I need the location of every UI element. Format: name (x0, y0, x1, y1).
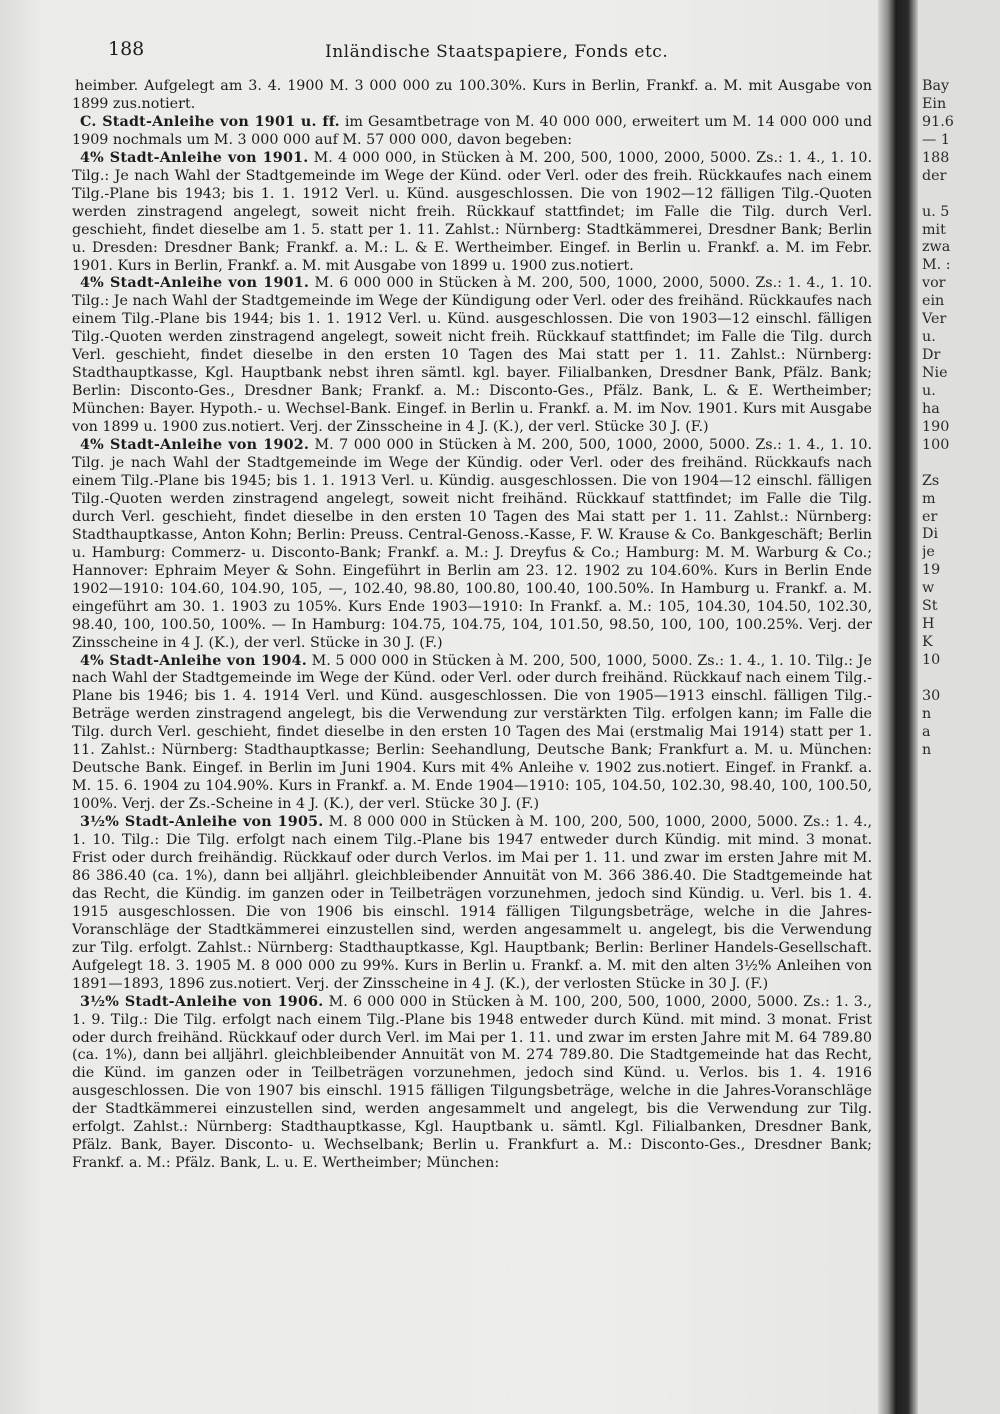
section-heading: 4% Stadt-Anleihe von 1901. (80, 275, 310, 292)
page-number: 188 (108, 38, 145, 60)
paragraph-text: M. 6 000 000 in Stücken à M. 200, 500, 1000, 2000, 5000. Zs.: 1. 4., 1. 10. Tilg.: Je nach Wahl der Stadtgemeinde im Wege der Kündigung oder Verl. oder des freihänd. Rückkaufes nach einem Tilg.-Plane bis 1944; bis 1. 1. 1912 Verl. u. Künd. ausgeschlossen. Die von 1903—12 einschl. fälligen Tilg.-Quoten werden zinstragend angelegt, soweit nicht freih. Rückkauf stattfindet; im Falle die Tilg. durch Verl. geschieht, findet dieselbe in den ersten 10 Tagen des Mai statt per 1. 11. Zahlst.: Nürnberg: Stadthauptkasse, Kgl. Hauptbank nebst ihren sämtl. kgl. bayer. Filialbanken, Dresdner Bank, Pfälz. Bank; Berlin: Disconto-Ges., Dresdner Bank; Frankf. a. M.: Disconto-Ges., Pfälz. Bank, L. & E. Wertheimber; München: Bayer. Hypoth.- u. Wechsel-Bank. Eingef. in Berlin u. Frankf. a. M. im Nov. 1901. Kurs mit Ausgabe von 1899 u. 1900 zus.notiert. Verj. der Zinsscheine in 4 J. (K.), der verl. Stücke 30 J. (F.) (72, 275, 872, 436)
facing-page-fragment: a (922, 723, 931, 740)
facing-page-fragment: zwa (922, 239, 951, 256)
paragraph-4pct-1902 (72, 437, 872, 652)
paragraph-text: M. 4 000 000, in Stücken à M. 200, 500, 1000, 2000, 5000. Zs.: 1. 4., 1. 10. Tilg.: Je nach Wahl der Stadtgemeinde im Wege der Künd. oder Verl. oder des freih. Rückkaufes nach einem Tilg.-Plane bis 1943; bis 1. 1. 1912 Verl. u. Künd. ausgeschlossen. Die von 1902—12 fälligen Tilg.-Quoten werden zinstragend angelegt, soweit nicht freih. Rückkauf stattfindet; im Falle die Tilg. durch Verl. geschieht, findet dieselbe am 1. 5. statt per 1. 11. Zahlst.: Nürnberg: Stadtkämmerei, Dresdner Bank; Berlin u. Dresden: Dresdner Bank; Frankf. a. M.: L. & E. Wertheimber. Eingef. in Berlin u. Frankf. a. M. im Febr. 1901. Kurs in Berlin, Frankf. a. M. mit Ausgabe von 1899 u. 1900 zus.notiert. (72, 149, 872, 274)
page-body (72, 78, 872, 1173)
paragraph-stadt-anleihe-1901-ff (72, 114, 872, 150)
running-title: Inländische Staatspapiere, Fonds etc. (325, 42, 669, 62)
facing-page-fragment (922, 670, 1000, 688)
section-heading: C. Stadt-Anleihe von 1901 u. ff. (80, 113, 340, 130)
facing-page-fragment: Dr (922, 347, 941, 364)
facing-page-fragment: u. (922, 382, 936, 399)
facing-page-fragment: — 1 (922, 131, 950, 148)
facing-page-fragment: 190 (922, 418, 950, 435)
facing-page-fragment: ein (922, 293, 945, 310)
paragraph-text: M. 7 000 000 in Stücken à M. 200, 500, 1000, 2000, 5000. Zs.: 1. 4., 1. 10. Tilg. je nach Wahl der Stadtgemeinde im Wege der Kündig. oder Verl. oder des freihänd. Rückkaufs nach einem Tilg.-Plane bis 1945; bis 1. 1. 1913 Verl. u. Kündig. ausgeschlossen. Die von 1904—12 einschl. fälligen Tilg.-Quoten werden zinstragend angelegt, soweit nicht freihänd. Rückkauf stattfindet; im Falle die Tilg. durch Verl. geschieht, findet dieselbe in den ersten 10 Tagen des Mai statt per 1. 11. Zahlst.: Nürnberg: Stadthauptkasse, Anton Kohn; Berlin: Preuss. Central-Genoss.-Kasse, F. W. Krause & Co. Bankgeschäft; Berlin u. Hamburg: Commerz- u. Disconto-Bank; Frankf. a. M.: J. Dreyfus & Co.; Hamburg: M. M. Warburg & Co.; Hannover: Ephraim Meyer & Sohn. Eingeführt in Berlin am 23. 12. 1902 zu 104.60%. Kurs in Berlin Ende 1902—1910: 104.60, 104.90, 105, —, 102.40, 98.80, 100.80, 100.40, 100.50%. In Hamburg u. Frankf. a. M. eingeführt am 30. 1. 1903 zu 105%. Kurs Ende 1903—1910: In Frankf. a. M.: 105, 104.30, 104.50, 102.30, 98.40, 100, 100.50, 100%. — In Hamburg: 104.75, 104.75, 104, 101.50, 98.50, 100, 100, 100.25%. Verj. der Zinsscheine in 4 J. (K.), der verl. Stücke in 30 J. (F.) (72, 437, 872, 651)
facing-page-fragment: Zs (922, 472, 940, 489)
facing-page-fragment: Bay (922, 78, 950, 94)
facing-page-fragment: Ver (922, 311, 947, 328)
paragraph-text: M. 6 000 000 in Stücken à M. 100, 200, 500, 1000, 2000, 5000. Zs.: 1. 3., 1. 9. Tilg.: Die Tilg. erfolgt nach einem Tilg.-Plane bis 1948 entweder durch Künd. mit mind. 3 monat. Frist oder durch freihänd. Rückkauf oder durch Verl. im Mai per 1. 11. und zwar im ersten Jahre mit M. 64 789.80 (ca. 1%), dann bei alljährl. gleichbleibender Annuität von M. 274 789.80. Die Stadtgemeinde hat das Recht, die Künd. im ganzen oder in Teilbeträgen vorzunehmen, jedoch sind Künd. u. Verlos. bis 1. 4. 1916 ausgeschlossen. Die von 1907 bis einschl. 1915 fälligen Tilgungsbeträge, welche in die Jahres-Voranschläge der Stadtkämmerei einzustellen sind, werden angesammelt und angelegt, bis die Verwendung zur Tilg. erfolgt. Zahlst.: Nürnberg: Stadthauptkasse, Kgl. Hauptbank u. sämtl. Kgl. Filialbanken, Dresdner Bank, Pfälz. Bank, Bayer. Disconto- u. Wechselbank; Berlin u. Frankfurt a. M.: Disconto-Ges., Dresdner Bank; Frankf. a. M.: Pfälz. Bank, L. u. E. Wertheimber; München: (72, 993, 872, 1172)
paragraph-text: M. 5 000 000 in Stücken à M. 200, 500, 1000, 5000. Zs.: 1. 4., 1. 10. Tilg.: Je nach Wahl der Stadtgemeinde im Wege der Künd. oder Verl. oder durch freihänd. Rückkauf nach einem Tilg.-Plane bis 1946; bis 1. 4. 1914 Verl. und Künd. ausgeschlossen. Die von 1905—1913 einschl. fälligen Tilg.-Beträge werden zinstragend angelegt, bis die Verwendung zur verstärkten Tilg. erfolgen kann; im Falle die Tilg. durch Verl. geschieht, findet dieselbe in den ersten 10 Tagen des Mai (erstmalig Mai 1914) statt per 1. 11. Zahlst.: Nürnberg: Stadthauptkasse; Berlin: Seehandlung, Deutsche Bank; Frankfurt a. M. u. München: Deutsche Bank. Eingef. in Berlin im Juni 1904. Kurs mit 4% Anleihe v. 1902 zus.notiert. Eingef. in Frankf. a. M. 15. 6. 1904 zu 104.90%. Kurs in Frankf. a. M. Ende 1904—1910: 105, 104.50, 102.30, 98.40, 100, 100.50, 100%. Verj. der Zs.-Scheine in 4 J. (K.), der verl. Stücke 30 J. (F.) (72, 652, 872, 813)
facing-page-text (922, 78, 1000, 760)
facing-page-fragment: 30 (922, 687, 941, 704)
paragraph-text: M. 8 000 000 in Stücken à M. 100, 200, 500, 1000, 2000, 5000. Zs.: 1. 4., 1. 10. Tilg.: Die Tilg. erfolgt nach einem Tilg.-Plane bis 1947 entweder durch Kündig. mit mind. 3 monat. Frist oder durch freihändig. Rückkauf oder durch Verlos. im Mai per 1. 11. und zwar im ersten Jahre mit M. 86 386.40 (ca. 1%), dann bei alljährl. gleichbleibender Annuität von M. 366 386.40. Die Stadtgemeinde hat das Recht, die Kündig. im ganzen oder in Teilbeträgen vorzunehmen, jedoch sind Kündig. u. Verl. bis 1. 4. 1915 ausgeschlossen. Die von 1906 bis einschl. 1914 fälligen Tilgungsbeträge, welche in die Jahres-Voranschläge der Stadtkämmerei einzustellen sind, werden angesammelt u. angelegt, bis die Verwendung zur Tilg. erfolgt. Zahlst.: Nürnberg: Stadthauptkasse, Kgl. Hauptbank; Berlin: Berliner Handels-Gesellschaft. Aufgelegt 18. 3. 1905 M. 8 000 000 zu 99%. Kurs in Berlin u. Frankf. a. M. mit den alten 3½% Anleihen von 1891—1893, 1896 zus.notiert. Verj. der Zinsscheine in 4 J. (K.), der verlosten Stücke in 30 J. (F.) (72, 814, 872, 992)
facing-page-fragment: u. (922, 329, 936, 346)
facing-page-fragment: m (922, 490, 936, 507)
facing-page-fragment: er (922, 508, 938, 525)
facing-page-fragment: w (922, 580, 935, 597)
facing-page-fragment: St (922, 598, 938, 615)
facing-page-fragment: 19 (922, 562, 941, 579)
facing-page-fragment: Nie (922, 365, 948, 381)
facing-page-fragment: der (922, 167, 947, 184)
facing-page-fragment: mit (922, 221, 946, 238)
section-heading: 4% Stadt-Anleihe von 1902. (80, 437, 310, 454)
book-gutter-shadow (878, 0, 918, 1414)
section-heading: 4% Stadt-Anleihe von 1904. (80, 652, 307, 669)
facing-page-fragment: vor (922, 275, 946, 292)
facing-page-fragment: Di (922, 526, 939, 543)
section-heading: 3½% Stadt-Anleihe von 1905. (80, 814, 324, 831)
facing-page-fragment: ha (922, 400, 940, 417)
facing-page-fragment: M. : (922, 257, 951, 274)
facing-page-fragment: H (922, 616, 935, 633)
paragraph-intro (72, 78, 872, 114)
paragraph-4pct-1901-a (72, 150, 872, 276)
facing-page-fragment: 100 (922, 436, 950, 453)
facing-page-fragment: Ein (922, 95, 947, 112)
paragraph-text: im Gesamtbetrage von M. 40 000 000, erweitert um M. 14 000 000 und 1909 nochmals um M. 3 000 000 auf M. 57 000 000, davon begeben: (72, 113, 872, 148)
facing-page-fragment (922, 455, 1000, 473)
facing-page-fragment: n (922, 741, 932, 758)
facing-page-fragment (922, 186, 1000, 204)
facing-page-fragment: n (922, 705, 932, 722)
facing-page-fragment: 91.6 (922, 113, 954, 130)
paragraph-3-5pct-1906 (72, 994, 872, 1174)
facing-page-fragment: je (922, 544, 935, 561)
section-heading: 3½% Stadt-Anleihe von 1906. (80, 993, 324, 1010)
paragraph-text: heimber. Aufgelegt am 3. 4. 1900 M. 3 000 000 zu 100.30%. Kurs in Berlin, Frankf. a. M. mit Ausgabe von 1899 zus.notiert. (72, 78, 872, 112)
paragraph-4pct-1904 (72, 653, 872, 815)
paragraph-3-5pct-1905 (72, 814, 872, 994)
paragraph-4pct-1901-b (72, 275, 872, 437)
section-heading: 4% Stadt-Anleihe von 1901. (80, 149, 309, 166)
facing-page-fragment: u. 5 (922, 203, 950, 220)
facing-page-fragment: K (922, 634, 933, 651)
facing-page-fragment: 188 (922, 149, 950, 166)
facing-page-fragment: 10 (922, 652, 941, 668)
